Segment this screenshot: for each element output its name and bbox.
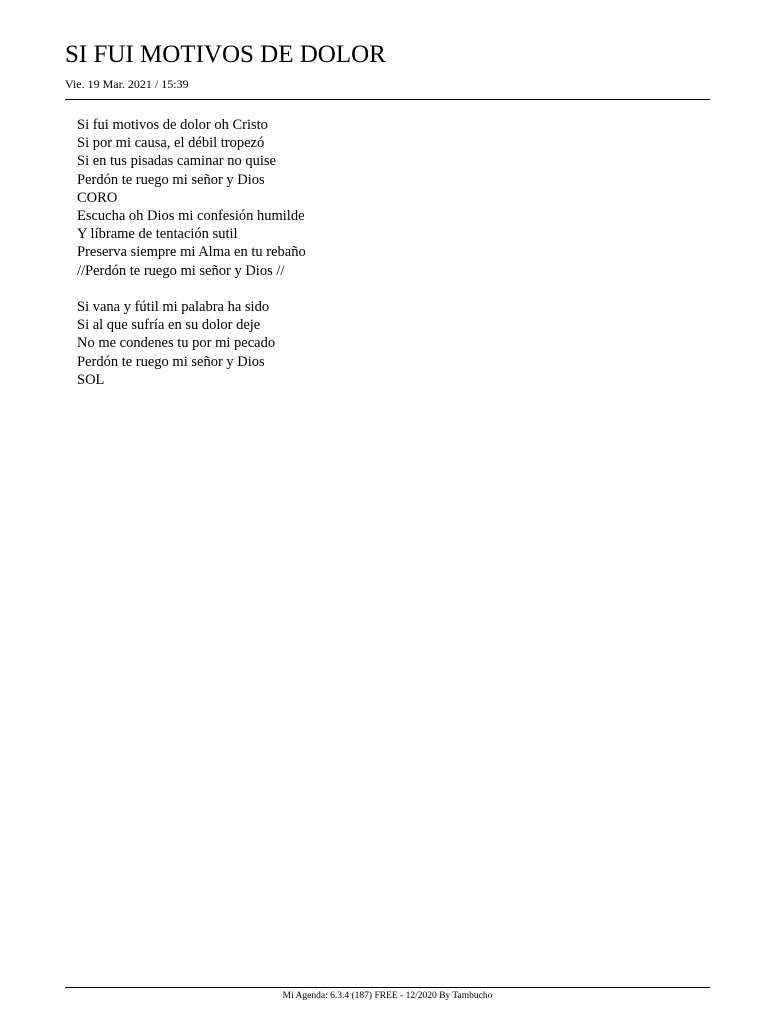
stanza-1 [77,116,707,280]
lyric-line: Si por mi causa, el débil tropezó [77,135,265,152]
lyric-line: Preserva siempre mi Alma en tu rebaño [77,244,306,261]
song-lyrics [77,116,707,407]
stanza-2 [77,298,707,389]
lyric-line: Si al que sufría en su dolor deje [77,317,261,334]
lyric-line: Escucha oh Dios mi confesión humilde [77,208,305,225]
lyric-line: Perdón te ruego mi señor y Dios [77,353,265,370]
footer-divider [65,987,710,988]
lyric-line: SOL [77,371,105,388]
lyric-line: //Perdón te ruego mi señor y Dios // [77,262,285,279]
header-divider [65,99,710,100]
lyric-line: Si en tus pisadas caminar no quise [77,153,276,170]
lyric-line: Perdón te ruego mi señor y Dios [77,171,265,188]
page-title: SI FUI MOTIVOS DE DOLOR [65,41,386,68]
chorus-label: CORO [77,189,118,206]
footer-text: Mi Agenda: 6.3.4 (187) FREE - 12/2020 By Tambucho [282,991,493,1001]
timestamp: Vie. 19 Mar. 2021 / 15:39 [65,77,189,91]
lyric-line: Si fui motivos de dolor oh Cristo [77,117,268,133]
lyric-line: No me condenes tu por mi pecado [77,335,276,352]
lyric-line: Si vana y fútil mi palabra ha sido [77,299,270,316]
lyric-line: Y líbrame de tentación sutil [77,226,238,243]
